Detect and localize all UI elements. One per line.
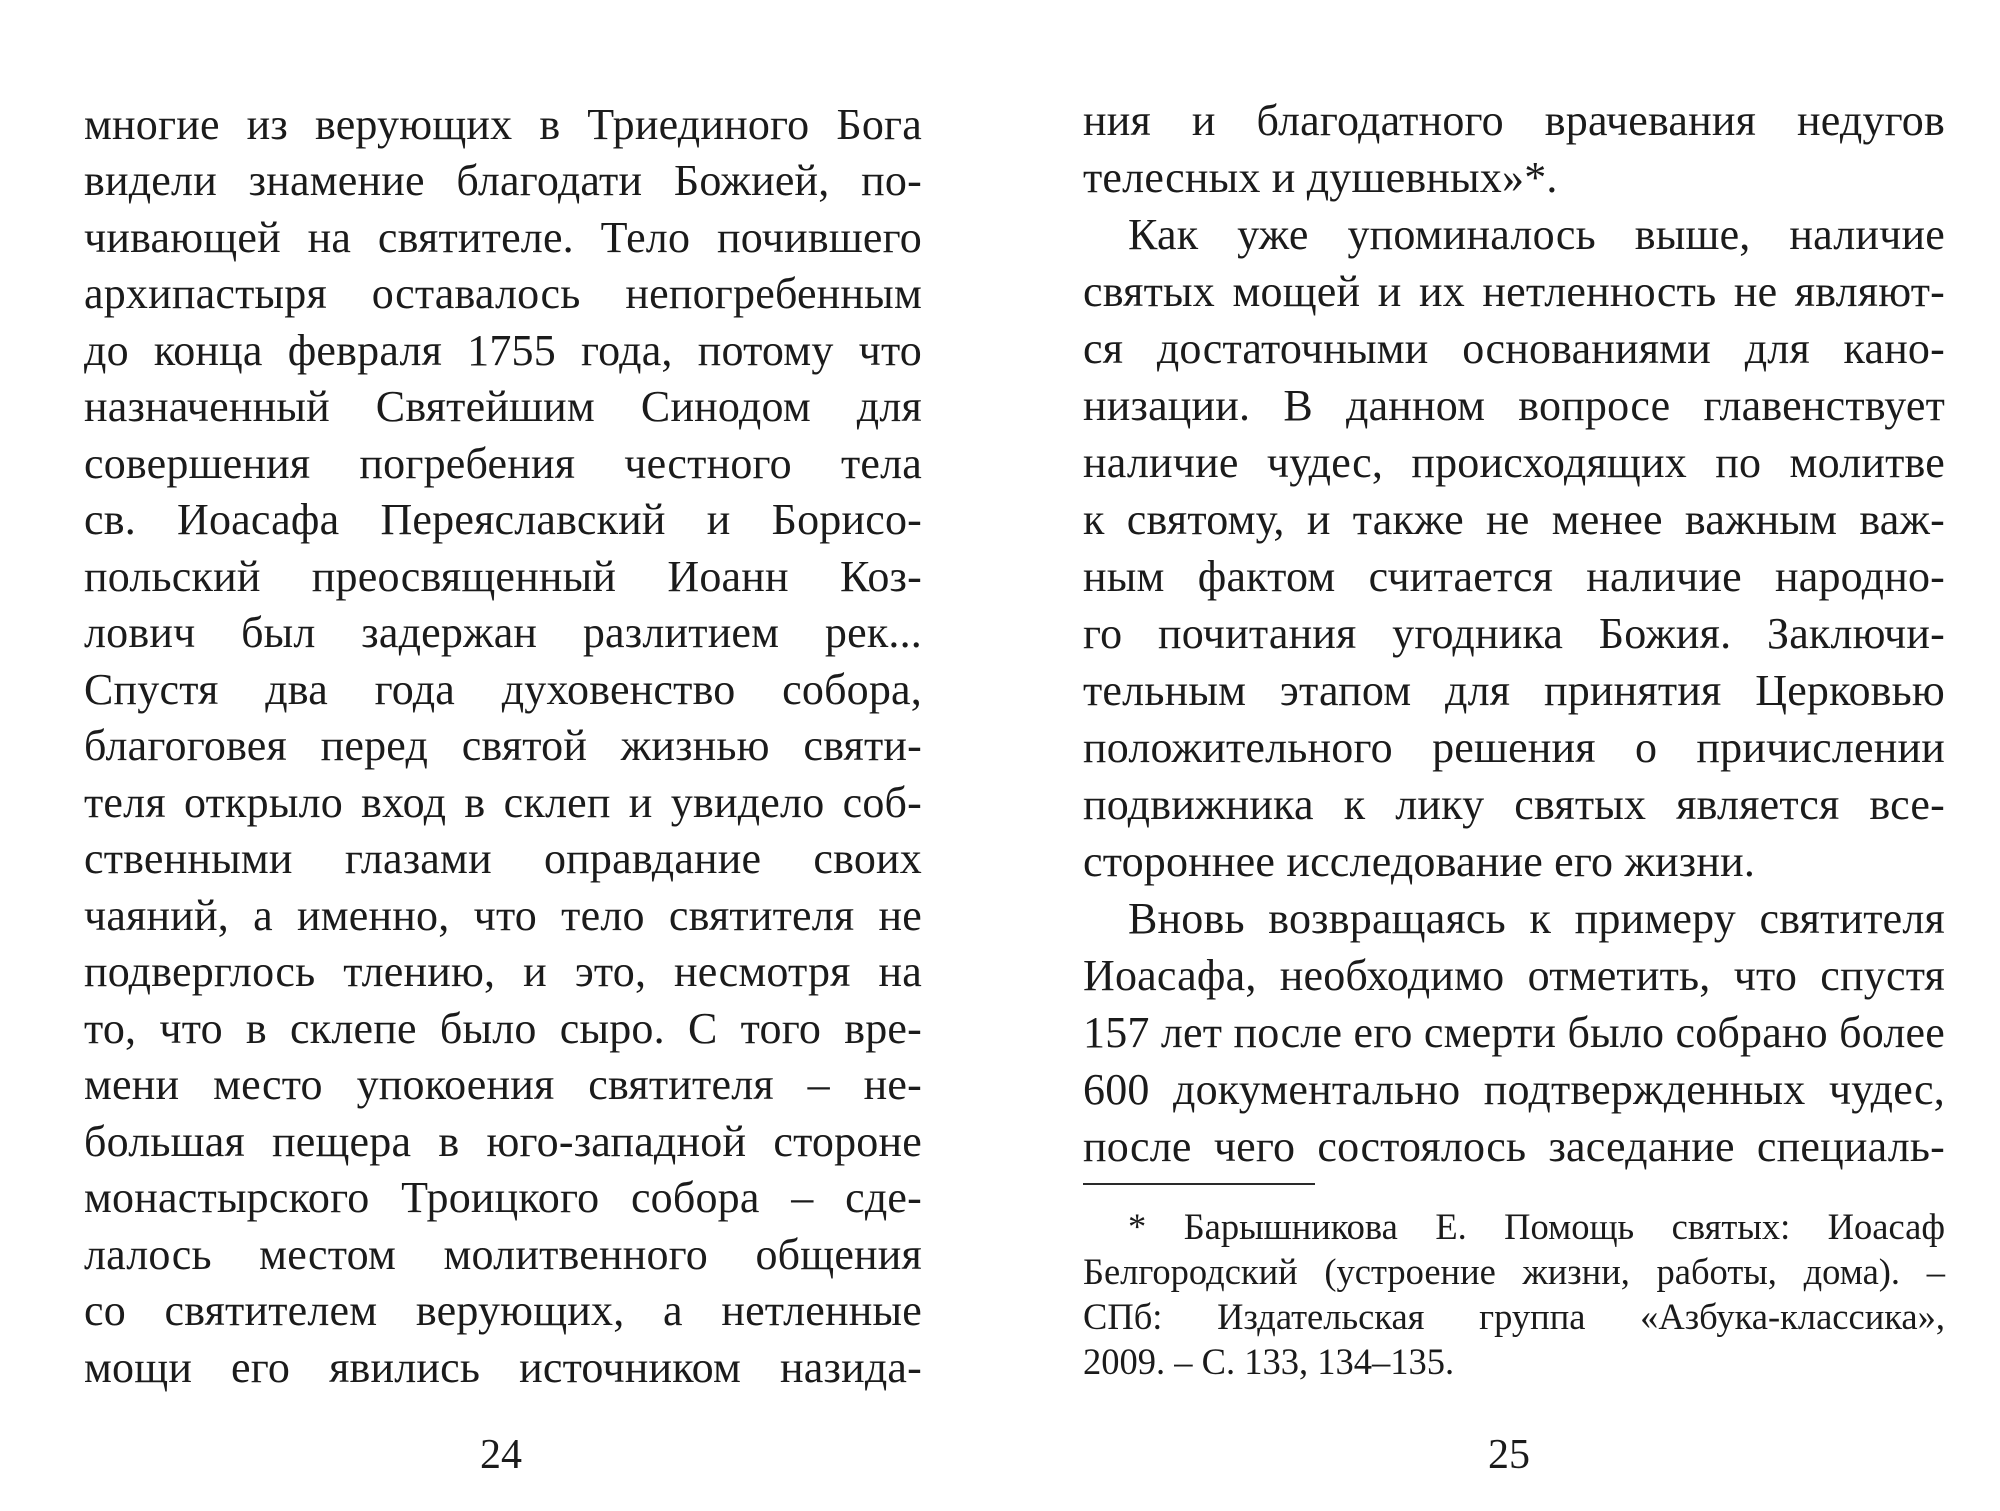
- text-line: ным фактом считается наличие народно-: [1083, 552, 1945, 601]
- text-line: Спустя два года духовенство собора,: [84, 665, 922, 714]
- text-line: ния и благодатного врачевания недугов: [1083, 96, 1945, 145]
- text-line: лович был задержан разлитием рек...: [84, 608, 922, 657]
- text-line: большая пещера в юго-западной стороне: [84, 1117, 922, 1166]
- text-line: лалось местом молитвенного общения: [84, 1230, 922, 1279]
- text-line: го почитания угодника Божия. Заключи-: [1083, 609, 1945, 658]
- text-line: ся достаточными основаниями для кано-: [1083, 324, 1945, 373]
- text-line: 157 лет после его смерти было собрано более: [1083, 1008, 1945, 1057]
- footnote-divider: [1083, 1183, 1315, 1185]
- paragraph-first-line: Вновь возвращаясь к примеру святителя: [1128, 894, 1945, 943]
- text-line: положительного решения о причислении: [1083, 723, 1945, 772]
- text-line: многие из верующих в Триединого Бога: [84, 100, 922, 149]
- text-line: тельным этапом для принятия Церковью: [1083, 666, 1945, 715]
- text-line: видели знамение благодати Божией, по-: [84, 156, 922, 205]
- text-line: подверглось тлению, и это, несмотря на: [84, 947, 922, 996]
- text-line: стороннее исследование его жизни.: [1083, 837, 1756, 886]
- text-line: теля открыло вход в склеп и увидело соб-: [84, 778, 922, 827]
- text-line: польский преосвященный Иоанн Коз-: [84, 552, 922, 601]
- text-line: ственными глазами оправдание своих: [84, 834, 922, 883]
- text-line: низации. В данном вопросе главенствует: [1083, 381, 1945, 430]
- text-line: после чего состоялось заседание специаль-: [1083, 1122, 1945, 1171]
- text-line: чаяний, а именно, что тело святителя не: [84, 891, 922, 940]
- text-line: то, что в склепе было сыро. С того вре-: [84, 1004, 922, 1053]
- text-line: мени место упокоения святителя – не-: [84, 1060, 922, 1109]
- page-number: 25: [1488, 1432, 1530, 1478]
- text-line: совершения погребения честного тела: [84, 439, 922, 488]
- text-line: наличие чудес, происходящих по молитве: [1083, 438, 1945, 487]
- text-line: подвижника к лику святых является все-: [1083, 780, 1945, 829]
- text-line: св. Иоасафа Переяславский и Борисо-: [84, 495, 922, 544]
- text-line: до конца февраля 1755 года, потому что: [84, 326, 922, 375]
- text-line: святых мощей и их нетленность не являют-: [1083, 267, 1945, 316]
- text-line: назначенный Святейшим Синодом для: [84, 382, 922, 431]
- text-line: телесных и душевных»*.: [1083, 153, 1558, 202]
- footnote-line: Белгородский (устроение жизни, работы, дома). –: [1083, 1251, 1945, 1292]
- text-line: мощи его явились источником назида-: [84, 1343, 922, 1392]
- paragraph-first-line: Как уже упоминалось выше, наличие: [1128, 210, 1945, 259]
- footnote-line: СПб: Издательская группа «Азбука-классика»,: [1083, 1296, 1945, 1337]
- text-line: 600 документально подтвержденных чудес,: [1083, 1065, 1945, 1114]
- footnote-line: * Барышникова Е. Помощь святых: Иоасаф: [1128, 1206, 1945, 1247]
- page-number: 24: [480, 1432, 522, 1478]
- text-line: со святителем верующих, а нетленные: [84, 1286, 922, 1335]
- text-line: архипастыря оставалось непогребенным: [84, 269, 922, 318]
- text-line: чивающей на святителе. Тело почившего: [84, 213, 922, 262]
- text-line: монастырского Троицкого собора – сде-: [84, 1173, 922, 1222]
- text-line: благоговея перед святой жизнью святи-: [84, 721, 922, 770]
- text-line: к святому, и также не менее важным важ-: [1083, 495, 1945, 544]
- footnote-line: 2009. – С. 133, 134–135.: [1083, 1341, 1455, 1382]
- text-line: Иоасафа, необходимо отметить, что спустя: [1083, 951, 1945, 1000]
